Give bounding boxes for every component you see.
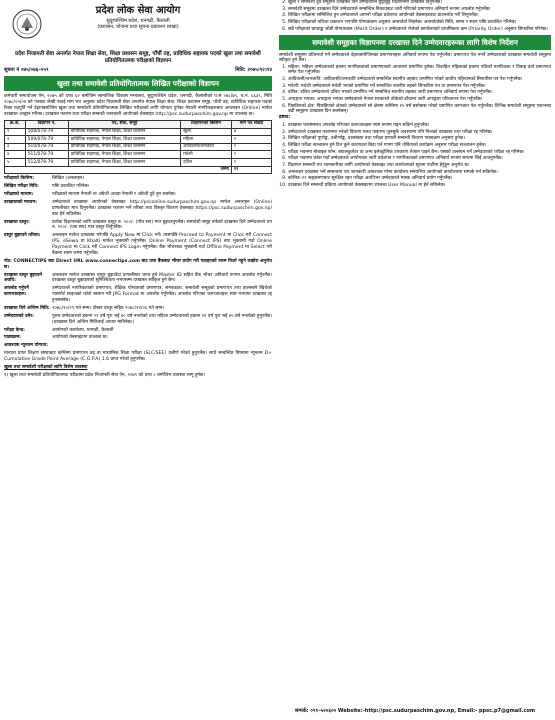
list-item: 4. दलित: दलित उम्मेदवारले दलित भएको प्रमाणित गर्ने सम्बन्धित स्थानीय तहबाट जारी प्रमाणपत्र अनिवार्य रूपमा पेश गर्नुपर्नेछ। [288,90,551,95]
table-cell: प्राविधिक सहायक, नेपाल शिक्षा, शिक्षा प्रशासन [68,136,180,144]
header [4,5,272,49]
table-cell: ३ [5,143,26,151]
notes-list [279,123,551,188]
table-cell: 508/078-79 [25,128,68,136]
list-item: 6. सबै परीक्षाको प्राप्ताङ्क जोडी योग्यताक्रम (Merit Order) र उम्मेदवारले रोजेको कार्यालयको प्राथमिकता क्रम (Priority Order) अनुसार सिफारिस गरिनेछ। [288,27,551,32]
office-address: सुदूरपश्चिम प्रदेश, धनगढी, कैलाली [106,17,170,24]
info-label: परीक्षाको किसिम: [4,176,35,182]
inclusive-list [279,65,551,114]
right-intro: समावेशी समूहमा प्रतिस्पर्धा गर्ने उम्मेदवारले देहायबमोजिमका प्रमाणपत्रहरू अनिवार्य रूपमा पेश गर्नुपर्नेछ। प्रमाणपत्र पेश नगर्ने उम्मेदवारको दरखास्त समावेशी समूहमा स्वीकृत हुने छैन। [279,52,551,64]
info-label: पाठ्यक्रम: [4,335,22,341]
table-cell: प्राविधिक सहायक, नेपाल शिक्षा, शिक्षा प्रशासन [68,159,180,167]
info-row [4,200,272,218]
info-row [4,184,272,190]
info-value: लिखित (अनलाइन) [52,176,85,182]
special-heading: खुला तथा समावेशी परीक्षाको लागि विशेष व्यवस्था [4,364,88,370]
info-value: पछि प्रकाशित गरिनेछ। [52,184,90,190]
list-item: 2. खुला र समावेशी दुवै समूहमा दरखास्त दिने उम्मेदवारले छुट्टाछुट्टै विज्ञापनमा दरखास्त दिनुपर्नेछ। [288,0,551,5]
info-row [4,192,272,198]
list-item: 1. महिला: महिला उम्मेदवारको हकमा नागरिकताको प्रमाणपत्रको आधारमा प्रमाणित हुनेछ। विवाहित महिलाको हकमा पतिको नागरिकता र विवाह दर्ता प्रमाणपत्र समेत पेश गर्नुपर्नेछ। [288,65,551,75]
left-section-heading: खुला तथा समावेशी प्रतियोगितात्मक लिखित परीक्षाको विज्ञापन [4,76,272,91]
info-row [4,220,272,232]
info-value: परीक्षाको माध्यम नेपाली वा अंग्रेजी अथवा नेपाली र अंग्रेजी दुवै हुन सक्नेछ। [52,192,176,198]
info-label: परीक्षाको माध्यम: [4,192,34,198]
list-item: 2. आदिवासी/जनजाति: आदिवासी/जनजाति उम्मेदवारले सम्बन्धित स्थानीय तहबाट प्रमाणित गरेको जातीय पहिचानको सिफारिस पत्र पेश गर्नुपर्नेछ। [288,77,551,82]
list-item: 7. विज्ञापन सम्बन्धी थप जानकारीका लागि आयोगको वेबसाइट तथा कार्यालयको सूचना पाटीमा हेर्नुहुन अनुरोध छ। [288,163,551,168]
list-item: 5. अपाङ्गता भएका: अपाङ्गता भएका उम्मेदवारले नेपाल सरकारले तोकेको ढाँचामा जारी अपाङ्गता परिचयपत्र पेश गर्नुपर्नेछ। [288,97,551,102]
notice-number: सूचना नं ०७५/०७६–०५९ [4,66,49,73]
table-cell: १ [5,128,26,136]
table-total-row [5,166,272,174]
table-cell: ५ [5,159,26,167]
list-item: 1. दरखास्त फारामसाथ अपलोड गरिएका कागजातहरू स्पष्ट रूपमा पढ्न सकिने हुनुपर्नेछ। [288,123,551,128]
info-fields [4,176,272,257]
table-header: विज्ञापनको किसिम [181,120,232,128]
right-section-heading: समावेशी समूहका विज्ञापनमा दरखास्त दिने उम्मेदवारहरूका लागि विशेष निर्देशन [279,35,551,50]
intro-paragraph: कर्मचारी समायोजन ऐन, २०७५ को दफा ६२ बमोजिम सामाजिक विकास मन्त्रालय, सुदूरपश्चिम प्रदेश, धनगढी, कैलालीको प.सं ०७८/७९, च.नं. ६६३९, मिति २०७८/०५/०४ को पत्रबाट लेखी पठाई माग भए अनुसार प्रदेश निजामती सेवा अन्तर्गत नेपाल शिक्षा सेवा, शिक्षा प्रशासन समूह, पाँचौं तह, प्राविधिक सहायक पदको रिक्त पदपूर्ति गर्न देहायबमोजिम खुला तथा समावेशी प्रतियोगितात्मक लिखित परीक्षाको लागि योग्यता पुगेका नेपाली नागरिकहरूबाट अनलाइन (Online) मार्फत दरखास्त आह्वान गरिन्छ। दरखास्त फाराम तथा परीक्षा सम्बन्धी जानकारी आयोगको वेबसाइट http://psc.sudurpaschim.gov.np मा उपलब्ध छ। [4,94,272,118]
info-row [4,306,272,312]
table-cell: महिला [181,136,232,144]
table-cell: आदिवासी/जनजाति [181,143,232,151]
table-row [5,128,272,136]
connectips-note: नोट: CONNECTIPS बाट Direct URL www.connectips.com बाट तथा बैंकबाट भौचर प्रयोग गरी पठाइएको रकम फिर्ता नहुने व्यहोरा अनुरोध छ। [4,258,272,270]
table-header: विज्ञापन नं. [25,120,68,128]
notice-meta [4,67,272,73]
list-item: 2. उम्मेदवारले दरखास्त फाराममा भरेको विवरण गलत पाइएमा जुनसुकै अवस्थामा पनि निजको दरखास्त तथा परीक्षा रद्द गरिनेछ। [288,130,551,135]
info-label: दस्तुर बुझाउने तरिका: [4,233,41,239]
info-value: अनलाइन मार्फत दरखास्त दस्तुर बुझाउँदा प्रणालीबाट प्राप्त हुने Master ID सहित बैंक भौचर अनिवार्य रूपमा अपलोड गर्नुपर्नेछ। दरखास्त दस्तुर बुझाइएको सुनिश्चितता नभएसम्म दरखास्त स्वीकृत हुने छैन। [52,272,272,284]
list-item: 10. दरखास्त दिने सम्बन्धी प्रक्रिया आयोगको वेबसाइटमा उपलब्ध User Manual मा हेर्न सकिनेछ। [288,183,551,188]
table-header: माग पद संख्या [231,120,271,128]
info-row [4,314,272,326]
table-header: क्र.सं. [5,120,26,128]
info-fields-2 [4,273,272,342]
special-text: १) खुला तथा समावेशी प्रतियोगितात्मक परीक्षामा प्रदेश निजामती सेवा ऐन, २०७९ को दफा ८ बमोजिम व्यवस्था लागू हुनेछ। [4,372,205,378]
office-branch: (प्रशासन, योजना तथा सूचना प्रकाशन शाखा) [97,24,179,31]
qualification-heading: आवश्यक न्यूनतम योग्यता: [4,343,48,349]
table-cell: 509/078-79 [25,136,68,144]
left-column [4,0,272,381]
office-title: प्रदेश लोक सेवा आयोग [95,5,181,16]
info-label: परीक्षा केन्द्र: [4,327,25,333]
list-item: 6. परीक्षा भवनमा प्रवेश गर्दा उम्मेदवारले आयोगबाट जारी प्रवेशपत्र र नागरिकताको प्रमाणपत्र अनिवार्य रूपमा साथमा लिई आउनुपर्नेछ। [288,156,551,161]
list-item: 5. परीक्षा भवनमा मोबाइल फोन, क्यालकुलेटर वा अन्य इलेक्ट्रोनिक उपकरण लैजान पाइने छैन। यसको उल्लंघन गर्ने उम्मेदवारको परीक्षा रद्द गरिनेछ। [288,150,551,155]
table-row [5,151,272,159]
table-cell: ४ [5,151,26,159]
info-row [4,273,272,285]
list-item: 3. मधेशी: मधेशी उम्मेदवारले मधेशी भएको प्रमाणित गर्ने सम्बन्धित स्थानीय तहको सिफारिस पत्र वा प्रमाणपत्र पेश गर्नुपर्नेछ। [288,84,551,89]
table-row [5,143,272,151]
table-row [5,159,272,167]
table-cell: मधेशी [181,151,232,159]
info-label: अपलोड गर्नुपर्ने कागजातहरू: [4,286,29,298]
info-value: उम्मेदवारले दरखास्त आयोगको वेबसाइट http://psconline.sudurpaschim.gov.np मार्फत अनलाइन (Online) प्रणालीबाट मात्र दिनुपर्नेछ। दरखास्त फाराम भर्ने तरिका तथा विस्तृत विवरण वेबसाइट https://psc.sudurpaschim.gov.np/ बाट हेर्न सकिनेछ। [52,199,272,217]
info-row [4,176,272,182]
list-item: 5. लिखित परीक्षाको नतिजा प्रकाशन भएपछि योग्यताक्रम अनुसार अन्तर्वार्ता लिइनेछ। अन्तर्वार्ताको मिति, समय र स्थान पछि प्रकाशित गरिनेछ। [288,20,551,25]
info-row [4,286,272,304]
contact-footer: सम्पर्क: ०९१–५२०६०० Website:-http://psc.sudurpaschim.gov.np, Email:- ppsc.p7@gmail.com [294,708,536,714]
table-cell: १ [231,159,271,167]
table-cell: 510/078-79 [25,143,68,151]
qualification-text: मान्यता प्राप्त शिक्षण संस्थाबाट कम्तिमा प्रमाणपत्र तह वा माध्यमिक शिक्षा परीक्षा (SLC/SEE) उत्तीर्ण गरेको हुनुपर्नेछ। साथै सम्बन्धित विषयमा न्यूनतम D+ Cumulative Grade Point Average (C.G.P.A) 1.6 प्राप्त गरेको हुनुपर्नेछ। [4,351,272,363]
list-item: 8. अनलाइन दरखास्त भर्ने सम्बन्धमा थप जानकारी आवश्यक परेमा कार्यालय समयभित्र आयोगको कार्यालयमा सम्पर्क गर्न सकिनेछ। [288,170,551,175]
right-column [279,0,551,190]
info-label: उम्मेदवारको उमेर: [4,313,34,319]
table-cell: १ [231,143,271,151]
table-cell: 511/078-79 [25,151,68,159]
table-row [5,136,272,144]
table-cell: खुला [181,128,232,136]
emblem-icon [12,9,42,39]
info-value: पुरुष उम्मेदवारको हकमा २१ वर्ष पूरा भई ४० वर्ष ननाघेको तथा महिला उम्मेदवारको हकमा २१ वर्ष पूरा भई ४५ वर्ष ननाघेको हुनुपर्नेछ। (दरखास्त दिने अन्तिम मितिलाई आधार मानिनेछ।) [52,313,272,325]
info-value: प्रत्येक विज्ञापनको लागि दरखास्त दस्तुर रु. ५००/- (पाँच सय) मात्र बुझाउनुपर्नेछ। समावेशी समूह तर्फको दरखास्त दिने उम्मेदवारले थप रु. १००/- (एक सय) मात्र दस्तुर तिर्नुपर्नेछ। [52,219,272,231]
info-row [4,233,272,257]
info-value: आयोगको वेबसाइटमा उपलब्ध छ। [52,335,108,341]
list-item: 4. लिखित परीक्षा सञ्चालन हुने दिन कुनै कारणवश बिदा पर्न गएमा पनि तोकिएको कार्यक्रम अनुसार परीक्षा सञ्चालन हुनेछ। [288,143,551,148]
info-value: आयोगको कार्यालय, धनगढी, कैलाली [52,327,114,333]
info-value: उम्मेदवारले नागरिकताको प्रमाणपत्र, शैक्षिक योग्यताको प्रमाणपत्र, समकक्षता, समावेशी समूहको प्रमाणपत्र तथा हालसालै खिचेको पासपोर्ट साइजको फोटो स्क्यान गरी JPG Format मा अपलोड गर्नुपर्नेछ। अपलोड गरिएका कागजातहरू स्पष्ट नभएमा दरखास्त रद्द हुनसक्नेछ। [52,286,272,304]
info-label: दरखास्त दस्तुर बुझाउने अवधि: [4,272,42,284]
info-row [4,328,272,334]
table-cell: 512/078-79 [25,159,68,167]
table-header-row [5,120,272,128]
table-total-label: जम्मा [5,166,232,174]
list-item: 9. कोभिड–१९ सङ्क्रमणबाट सुरक्षित रहन परीक्षा अवधिभर उम्मेदवारले मास्क अनिवार्य प्रयोग गर्नुपर्नेछ। [288,176,551,181]
info-label: लिखित परीक्षा मिति: [4,184,39,190]
notice-date: मिति: २०७५।१२।१४ [235,66,272,73]
table-cell: प्राविधिक सहायक, नेपाल शिक्षा, शिक्षा प्रशासन [68,128,180,136]
table-cell: २ [231,136,271,144]
table-cell: दलित [181,159,232,167]
table-cell: ७ [231,128,271,136]
info-label: दरखास्त दिने अन्तिम मिति: [4,305,50,311]
info-value: अनलाइन मार्फत दरखास्त भरेपछि Apply Now मा Click गर्ने। त्यसपछि Proceed to Payment मा Click गरी Connect IPS, eSewa वा Khalti मार्फत भुक्तानी गर्नुपर्नेछ। Online Payment (Connect IPS) बाट भुक्तानी गर्दा Online Payment मा Click गरी Connect IPS Login गर्नुपर्नेछ। बैंक भौचरबाट भुक्तानी गर्दा Offline Payment मा Select गरी बैंकमा रकम जम्मा गर्नुपर्नेछ। [52,233,272,256]
table-header: पद, सेवा, समूह [68,120,180,128]
list-item: 6. पिछडिएको क्षेत्र: पिछडिएको क्षेत्रको उम्मेदवारले सो क्षेत्रमा कम्तिमा १५ वर्ष बसोबास गरेको प्रमाणित कागजात पेश गर्नुपर्नेछ। विभिन्न समावेशी समूहमा एकभन्दा बढी समूहमा दरखास्त दिन सक्नेछन्। [288,104,551,114]
table-cell: प्राविधिक सहायक, नेपाल शिक्षा, शिक्षा प्रशासन [68,151,180,159]
info-label: दरखास्त दस्तुर: [4,219,30,225]
table-cell: प्राविधिक सहायक, नेपाल शिक्षा, शिक्षा प्रशासन [68,143,180,151]
table-total-value: १२ [231,166,271,174]
notes-heading: द्रष्टव्य: [279,115,291,121]
list-item: 3. लिखित परीक्षाको पूर्णाङ्क, उत्तीर्णाङ्क, प्रश्नसंख्या तथा परीक्षा प्रणाली सम्बन्धी विवरण पाठ्यक्रम अनुसार हुनेछ। [288,136,551,141]
info-label: दरखास्तको माध्यम: [4,199,37,205]
right-top-list [279,0,551,32]
list-item: 3. समावेशी समूहमा दरखास्त दिने उम्मेदवारले सम्बन्धित निकायबाट जारी गरिएको प्रमाणपत्र अनिवार्य रूपमा अपलोड गर्नुपर्नेछ। [288,7,551,12]
info-value: २०७८/१०/२९ गते सम्म। दोब्बर दस्तुर सहित २०७८/११/०६ गते सम्म। [52,305,165,311]
notice-subtitle: प्रदेश निजामती सेवा अन्तर्गत नेपाल शिक्षा सेवा, शिक्षा प्रशासन समूह, पाँचौं तह, प्राविधिक सहायक पदको खुला तथा समावेशी प्रतियोगितात्मक परीक्षाको विज्ञापन [15,51,261,64]
list-item: 4. लिखित परीक्षामा सम्मिलित हुन उम्मेदवारले आफ्नो परीक्षा प्रवेशपत्र आयोगको वेबसाइटबाट डाउनलोड गरी लिनुपर्नेछ। [288,13,551,18]
table-cell: १ [231,151,271,159]
info-row [4,335,272,341]
vacancy-table [4,120,272,174]
table-cell: २ [5,136,26,144]
